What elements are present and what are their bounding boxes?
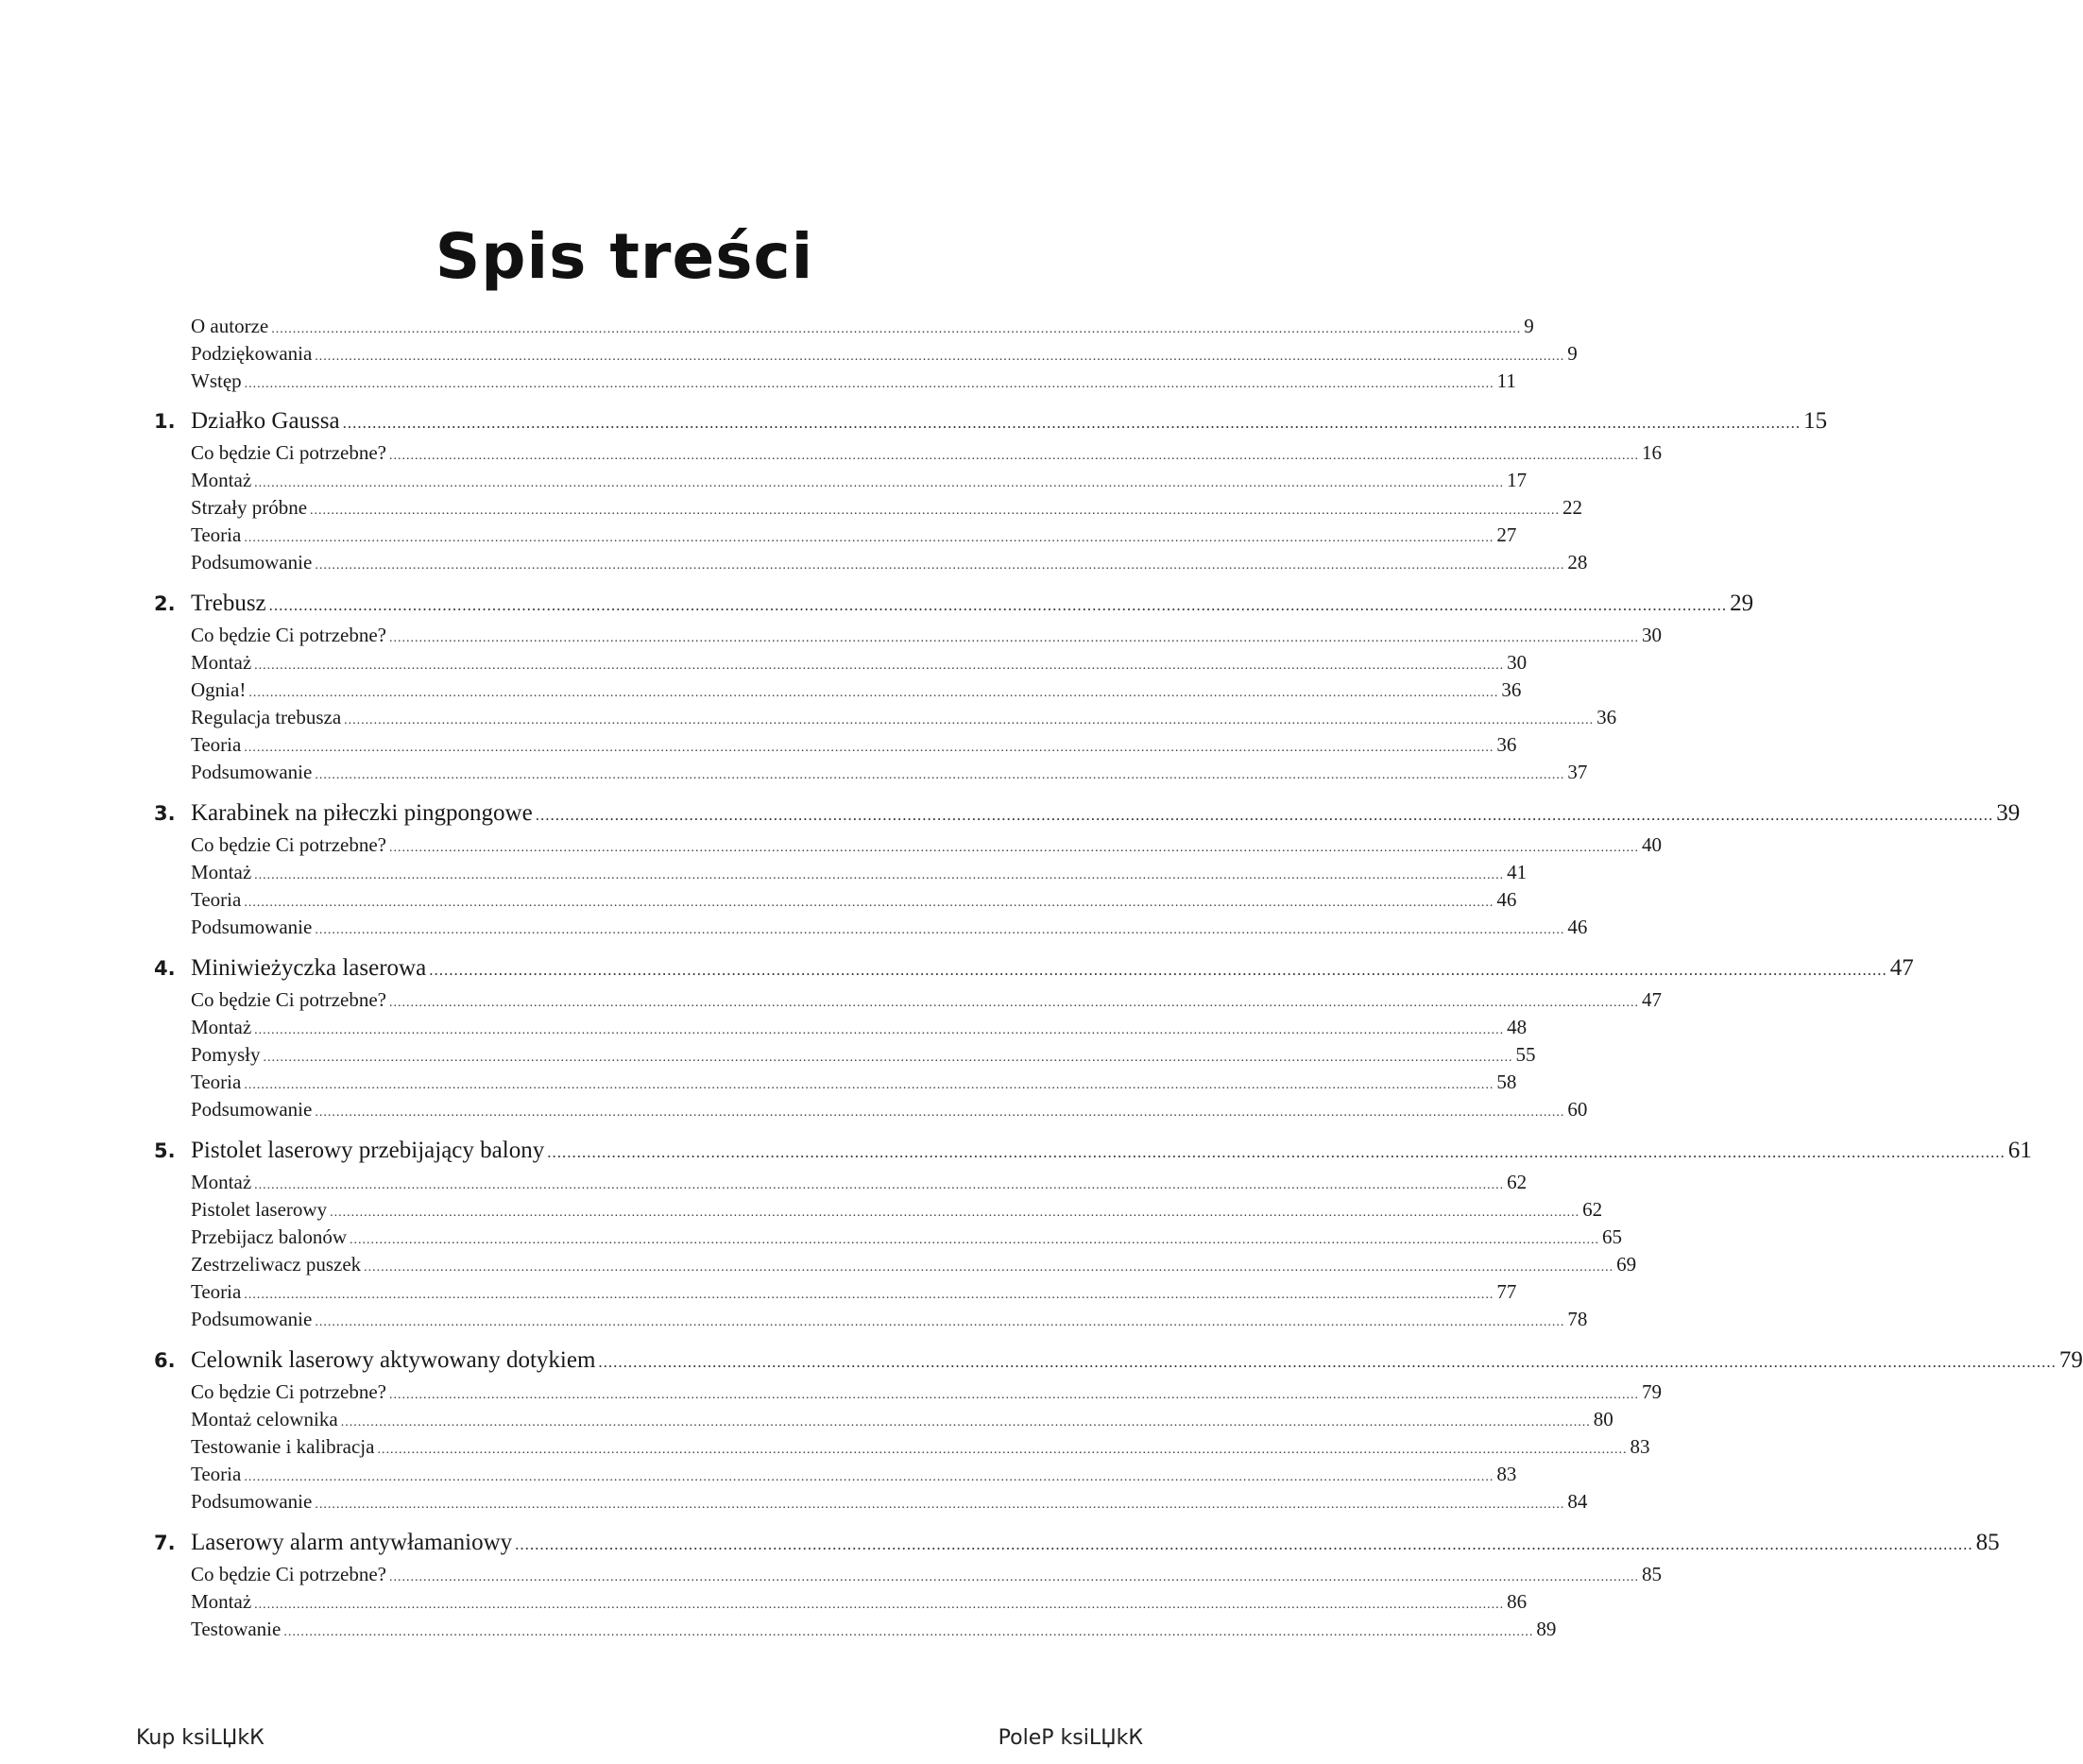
- dot-leader: ......................................................................................................................................................................................................................................................................................................: [315, 1498, 1565, 1512]
- page-number: 83: [1496, 1463, 1517, 1485]
- page-number: 61: [2007, 1138, 2032, 1163]
- dot-leader: ......................................................................................................................................................................................................................................................................................................: [283, 1625, 1534, 1639]
- page-number: 27: [1496, 523, 1517, 546]
- entry-title: Co będzie Ci potrzebne?: [191, 833, 387, 856]
- entry-title: Przebijacz balonów: [191, 1225, 348, 1248]
- entry-title: Montaż: [191, 469, 252, 491]
- page-number: 22: [1562, 496, 1583, 519]
- toc-entry-row[interactable]: [154, 1488, 1588, 1516]
- toc-entry-row[interactable]: [154, 1433, 1650, 1461]
- entry-title: Ognia!: [191, 678, 247, 701]
- toc-chapter-row[interactable]: [154, 1343, 2083, 1379]
- dot-leader: ......................................................................................................................................................................................................................................................................................................: [330, 1206, 1580, 1220]
- entry-title: Co będzie Ci potrzebne?: [191, 1380, 387, 1403]
- page-number: 29: [1730, 591, 1754, 616]
- toc-entry-row[interactable]: [154, 886, 1517, 914]
- chapter-title: Karabinek na piłeczki pingpongowe: [191, 800, 533, 826]
- entry-title: Podsumowanie: [191, 1098, 313, 1121]
- toc-entry-row[interactable]: [154, 549, 1588, 576]
- entry-title: O autorze: [191, 315, 269, 337]
- dot-leader: ......................................................................................................................................................................................................................................................................................................: [254, 868, 1505, 882]
- dot-leader: ......................................................................................................................................................................................................................................................................................................: [315, 1315, 1565, 1329]
- page-number: 62: [1507, 1171, 1528, 1193]
- dot-leader: ......................................................................................................................................................................................................................................................................................................: [244, 1288, 1494, 1302]
- chapter-title: Celownik laserowy aktywowany dotykiem: [191, 1347, 596, 1373]
- page-number: 15: [1803, 408, 1828, 434]
- toc-entry-row[interactable]: [154, 649, 1528, 676]
- chapter-number: 7.: [154, 1532, 176, 1554]
- toc-entry-row[interactable]: [154, 759, 1588, 786]
- toc-entry-row[interactable]: [154, 1169, 1528, 1196]
- entry-title: Zestrzeliwacz puszek: [191, 1253, 362, 1276]
- entry-title: Podsumowanie: [191, 916, 313, 938]
- toc-entry-row[interactable]: [154, 1041, 1536, 1069]
- dot-leader: ......................................................................................................................................................................................................................................................................................................: [389, 1388, 1640, 1402]
- entry-title: Montaż celownika: [191, 1408, 338, 1430]
- page-title: Spis treści: [435, 220, 814, 293]
- toc-entry-row[interactable]: [154, 1014, 1528, 1041]
- toc-chapter-row[interactable]: [154, 1133, 2032, 1169]
- dot-leader: ......................................................................................................................................................................................................................................................................................................: [344, 713, 1595, 728]
- dot-leader: ......................................................................................................................................................................................................................................................................................................: [389, 996, 1640, 1010]
- table-of-contents: [154, 313, 2083, 1643]
- page-number: 60: [1567, 1098, 1588, 1121]
- entry-title: Montaż: [191, 1590, 252, 1613]
- dot-leader: ......................................................................................................................................................................................................................................................................................................: [271, 322, 1522, 336]
- dot-leader: ......................................................................................................................................................................................................................................................................................................: [515, 1535, 1973, 1553]
- entry-title: Podsumowanie: [191, 1490, 313, 1513]
- toc-chapter-row[interactable]: [154, 403, 1828, 439]
- dot-leader: ......................................................................................................................................................................................................................................................................................................: [535, 806, 1994, 824]
- toc-entry-row[interactable]: [154, 368, 1516, 395]
- dot-leader: ......................................................................................................................................................................................................................................................................................................: [244, 377, 1494, 391]
- toc-entry-row[interactable]: [154, 1224, 1623, 1251]
- chapter-title: Trebusz: [191, 591, 266, 616]
- entry-title: Co będzie Ci potrzebne?: [191, 441, 387, 464]
- dot-leader: ......................................................................................................................................................................................................................................................................................................: [244, 531, 1494, 545]
- dot-leader: ......................................................................................................................................................................................................................................................................................................: [310, 504, 1561, 518]
- toc-entry-row[interactable]: [154, 859, 1528, 886]
- page-number: 89: [1536, 1618, 1557, 1640]
- page-number: 86: [1507, 1590, 1528, 1613]
- dot-leader: ......................................................................................................................................................................................................................................................................................................: [315, 768, 1565, 782]
- page-number: 65: [1602, 1225, 1623, 1248]
- page-number: 30: [1642, 624, 1663, 646]
- entry-title: Teoria: [191, 888, 242, 911]
- footer-buy-link[interactable]: Kup ksiLЏkК: [136, 1726, 265, 1750]
- toc-entry-row[interactable]: [154, 1406, 1613, 1433]
- toc-entry-row[interactable]: [154, 1278, 1517, 1306]
- dot-leader: ......................................................................................................................................................................................................................................................................................................: [244, 896, 1494, 910]
- page-number: 30: [1507, 651, 1528, 674]
- dot-leader: ......................................................................................................................................................................................................................................................................................................: [547, 1143, 2006, 1161]
- page-number: 69: [1616, 1253, 1637, 1276]
- entry-title: Montaż: [191, 1016, 252, 1038]
- page-number: 9: [1567, 342, 1578, 365]
- entry-title: Montaż: [191, 861, 252, 883]
- entry-title: Podsumowanie: [191, 1308, 313, 1330]
- dot-leader: ......................................................................................................................................................................................................................................................................................................: [340, 1415, 1591, 1430]
- toc-entry-row[interactable]: [154, 986, 1663, 1014]
- toc-entry-row[interactable]: [154, 704, 1617, 731]
- entry-title: Podsumowanie: [191, 551, 313, 574]
- toc-entry-row[interactable]: [154, 1196, 1603, 1224]
- dot-leader: ......................................................................................................................................................................................................................................................................................................: [254, 1023, 1505, 1037]
- page-number: 36: [1501, 678, 1522, 701]
- toc-entry-row[interactable]: [154, 494, 1583, 522]
- page-number: 40: [1642, 833, 1663, 856]
- toc-entry-row[interactable]: [154, 1069, 1517, 1096]
- toc-entry-row[interactable]: [154, 622, 1663, 649]
- page-number: 41: [1507, 861, 1528, 883]
- toc-entry-row[interactable]: [154, 439, 1663, 467]
- dot-leader: ......................................................................................................................................................................................................................................................................................................: [268, 596, 1728, 614]
- page-number: 47: [1642, 988, 1663, 1011]
- entry-title: Regulacja trebusza: [191, 706, 342, 728]
- toc-entry-row[interactable]: [154, 1306, 1588, 1333]
- toc-entry-row[interactable]: [154, 1096, 1588, 1123]
- toc-entry-row[interactable]: [154, 831, 1663, 859]
- chapter-title: Pistolet laserowy przebijający balony: [191, 1138, 545, 1163]
- dot-leader: ......................................................................................................................................................................................................................................................................................................: [389, 1570, 1640, 1584]
- toc-entry-row[interactable]: [154, 340, 1578, 368]
- entry-title: Pomysły: [191, 1043, 261, 1066]
- chapter-number: 1.: [154, 410, 176, 433]
- toc-entry-row[interactable]: [154, 522, 1517, 549]
- dot-leader: ......................................................................................................................................................................................................................................................................................................: [254, 659, 1505, 673]
- entry-title: Teoria: [191, 1280, 242, 1303]
- entry-title: Pistolet laserowy: [191, 1198, 328, 1221]
- toc-chapter-row[interactable]: [154, 796, 2021, 831]
- dot-leader: ......................................................................................................................................................................................................................................................................................................: [315, 923, 1565, 937]
- page-number: 85: [1642, 1563, 1663, 1585]
- dot-leader: ......................................................................................................................................................................................................................................................................................................: [389, 841, 1640, 855]
- entry-title: Teoria: [191, 1463, 242, 1485]
- page-number: 85: [1975, 1530, 2000, 1555]
- dot-leader: ......................................................................................................................................................................................................................................................................................................: [254, 476, 1505, 490]
- chapter-title: Miniwieżyczka laserowa: [191, 955, 427, 981]
- page-number: 79: [1642, 1380, 1663, 1403]
- dot-leader: ......................................................................................................................................................................................................................................................................................................: [254, 1598, 1505, 1612]
- dot-leader: ......................................................................................................................................................................................................................................................................................................: [244, 741, 1494, 755]
- dot-leader: ......................................................................................................................................................................................................................................................................................................: [263, 1051, 1513, 1065]
- entry-title: Co będzie Ci potrzebne?: [191, 988, 387, 1011]
- page-number: 78: [1567, 1308, 1588, 1330]
- dot-leader: ......................................................................................................................................................................................................................................................................................................: [315, 1105, 1565, 1120]
- dot-leader: ......................................................................................................................................................................................................................................................................................................: [377, 1443, 1628, 1457]
- entry-title: Podsumowanie: [191, 761, 313, 783]
- dot-leader: ......................................................................................................................................................................................................................................................................................................: [254, 1178, 1505, 1192]
- toc-chapter-row[interactable]: [154, 951, 1914, 986]
- page-number: 46: [1496, 888, 1517, 911]
- entry-title: Wstęp: [191, 369, 242, 392]
- dot-leader: ......................................................................................................................................................................................................................................................................................................: [389, 449, 1640, 463]
- page-number: 77: [1496, 1280, 1517, 1303]
- toc-entry-row[interactable]: [154, 1461, 1517, 1488]
- chapter-number: 4.: [154, 957, 176, 980]
- dot-leader: ......................................................................................................................................................................................................................................................................................................: [350, 1233, 1600, 1247]
- chapter-title: Działko Gaussa: [191, 408, 340, 434]
- page-number: 39: [1996, 800, 2021, 826]
- dot-leader: ......................................................................................................................................................................................................................................................................................................: [429, 961, 1887, 979]
- page-number: 79: [2058, 1347, 2083, 1373]
- toc-entry-row[interactable]: [154, 467, 1528, 494]
- toc-entry-row[interactable]: [154, 1561, 1663, 1588]
- dot-leader: ......................................................................................................................................................................................................................................................................................................: [315, 350, 1565, 364]
- page-number: 47: [1889, 955, 1914, 981]
- entry-title: Teoria: [191, 1070, 242, 1093]
- entry-title: Co będzie Ci potrzebne?: [191, 624, 387, 646]
- page-number: 83: [1630, 1435, 1650, 1458]
- dot-leader: ......................................................................................................................................................................................................................................................................................................: [389, 631, 1640, 645]
- chapter-number: 5.: [154, 1139, 176, 1162]
- entry-title: Teoria: [191, 523, 242, 546]
- toc-entry-row[interactable]: [154, 1588, 1528, 1616]
- page-number: 48: [1507, 1016, 1528, 1038]
- toc-chapter-row[interactable]: [154, 586, 1754, 622]
- page-number: 28: [1567, 551, 1588, 574]
- toc-entry-row[interactable]: [154, 1616, 1557, 1643]
- page-number: 36: [1596, 706, 1617, 728]
- toc-entry-row[interactable]: [154, 1379, 1663, 1406]
- page-number: 58: [1496, 1070, 1517, 1093]
- page-number: 80: [1593, 1408, 1613, 1430]
- entry-title: Strzały próbne: [191, 496, 308, 519]
- chapter-number: 6.: [154, 1349, 176, 1372]
- toc-entry-row[interactable]: [154, 313, 1534, 340]
- entry-title: Montaż: [191, 651, 252, 674]
- toc-entry-row[interactable]: [154, 914, 1588, 941]
- toc-entry-row[interactable]: [154, 731, 1517, 759]
- entry-title: Testowanie i kalibracja: [191, 1435, 375, 1458]
- entry-title: Teoria: [191, 733, 242, 756]
- page-number: 46: [1567, 916, 1588, 938]
- entry-title: Montaż: [191, 1171, 252, 1193]
- page-number: 62: [1582, 1198, 1603, 1221]
- dot-leader: ......................................................................................................................................................................................................................................................................................................: [244, 1078, 1494, 1092]
- toc-entry-row[interactable]: [154, 676, 1522, 704]
- toc-chapter-row[interactable]: [154, 1525, 2000, 1561]
- page-number: 84: [1567, 1490, 1588, 1513]
- page-number: 37: [1567, 761, 1588, 783]
- toc-entry-row[interactable]: [154, 1251, 1637, 1278]
- entry-title: Co będzie Ci potrzebne?: [191, 1563, 387, 1585]
- page-number: 36: [1496, 733, 1517, 756]
- page-number: 16: [1642, 441, 1663, 464]
- chapter-number: 3.: [154, 802, 176, 825]
- footer-recommend-link[interactable]: PoleР ksiLЏkК: [998, 1726, 1143, 1750]
- dot-leader: ......................................................................................................................................................................................................................................................................................................: [598, 1353, 2057, 1371]
- dot-leader: ......................................................................................................................................................................................................................................................................................................: [248, 686, 1499, 700]
- chapter-title: Laserowy alarm antywłamaniowy: [191, 1530, 513, 1555]
- page-number: 11: [1496, 369, 1516, 392]
- dot-leader: ......................................................................................................................................................................................................................................................................................................: [364, 1260, 1614, 1275]
- entry-title: Podziękowania: [191, 342, 313, 365]
- dot-leader: ......................................................................................................................................................................................................................................................................................................: [315, 558, 1565, 573]
- dot-leader: ......................................................................................................................................................................................................................................................................................................: [342, 414, 1801, 432]
- page-number: 55: [1515, 1043, 1536, 1066]
- dot-leader: ......................................................................................................................................................................................................................................................................................................: [244, 1470, 1494, 1484]
- chapter-number: 2.: [154, 592, 176, 615]
- page-number: 17: [1507, 469, 1528, 491]
- page-number: 9: [1524, 315, 1534, 337]
- entry-title: Testowanie: [191, 1618, 282, 1640]
